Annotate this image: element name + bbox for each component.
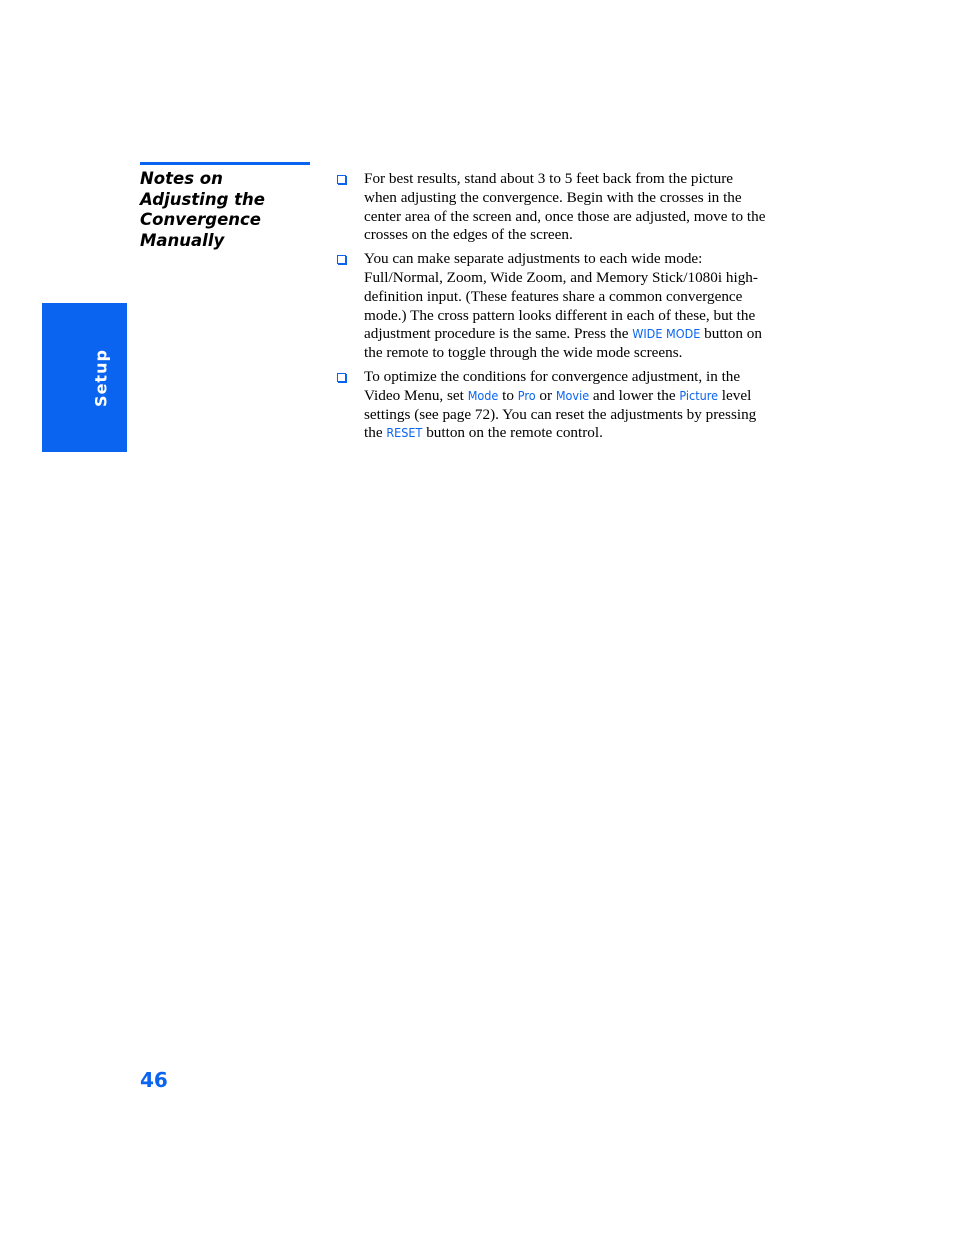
- note-text: Video Menu, set: [364, 386, 468, 404]
- checkbox-bullet-icon: [337, 175, 346, 184]
- picture-setting-label: Picture: [679, 387, 718, 403]
- list-item: [336, 250, 826, 363]
- section-heading: [140, 169, 320, 251]
- heading-line: Manually: [140, 230, 225, 250]
- heading-rule: [140, 162, 310, 165]
- note-line: [364, 424, 826, 443]
- note-line: For best results, stand about 3 to 5 feet back from the picture: [364, 170, 734, 187]
- note-text: and lower the: [589, 386, 680, 404]
- movie-option-label: Movie: [555, 387, 590, 403]
- note-line: mode.) The cross pattern looks different in each of these, but the: [364, 306, 756, 324]
- note-line: when adjusting the convergence. Begin with the crosses in the: [364, 188, 742, 206]
- note-line: To optimize the conditions for convergence adjustment, in the: [364, 367, 741, 385]
- side-tab-label: Setup: [91, 349, 111, 407]
- page-number: 46: [140, 1068, 168, 1092]
- wide-mode-button-label: WIDE MODE: [632, 326, 701, 342]
- note-line: settings (see page 72). You can reset the adjustments by pressing: [364, 405, 757, 423]
- reset-button-label: RESET: [386, 425, 423, 441]
- note-text: button on: [700, 325, 762, 343]
- heading-line: Convergence: [140, 210, 261, 229]
- note-text: button on the remote control.: [422, 424, 603, 442]
- note-line: center area of the screen and, once those are adjusted, move to the: [364, 207, 766, 225]
- checkbox-bullet-icon: [337, 255, 346, 264]
- note-line: Full/Normal, Zoom, Wide Zoom, and Memory Stick/1080i high-: [364, 268, 758, 286]
- note-line: [364, 387, 826, 406]
- note-text: adjustment procedure is the same. Press the: [364, 325, 633, 343]
- note-line: You can make separate adjustments to each wide mode:: [364, 250, 703, 268]
- note-text: the: [364, 424, 387, 442]
- note-text: level: [718, 386, 752, 404]
- checkbox-bullet-icon: [337, 373, 346, 382]
- side-tab: [42, 303, 127, 452]
- note-line: the remote to toggle through the wide mode screens.: [364, 344, 683, 362]
- list-item: [336, 368, 826, 443]
- notes-list: [336, 170, 826, 448]
- note-text: or: [535, 386, 556, 404]
- mode-setting-label: Mode: [467, 387, 499, 403]
- heading-line: Adjusting the: [140, 189, 265, 209]
- pro-option-label: Pro: [517, 387, 536, 403]
- list-item: [336, 170, 826, 245]
- note-line: definition input. (These features share a common convergence: [364, 287, 743, 305]
- note-line: crosses on the edges of the screen.: [364, 226, 573, 244]
- note-text: to: [498, 386, 518, 404]
- heading-line: Notes on: [140, 169, 223, 188]
- note-line: [364, 325, 826, 344]
